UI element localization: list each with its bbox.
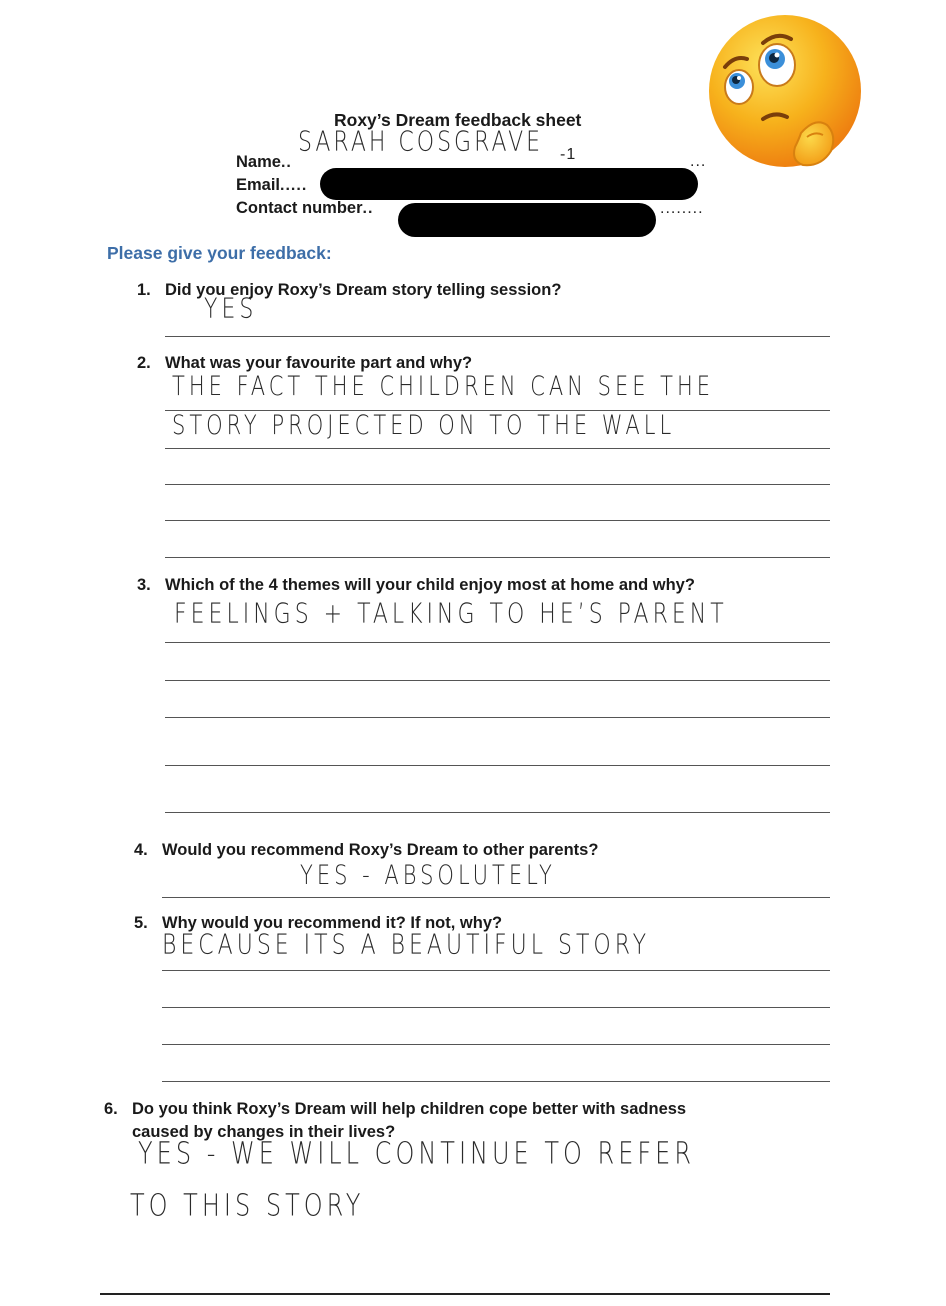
question-text: Which of the 4 themes will your child enjoy most at home and why?	[165, 576, 695, 594]
answer-line	[100, 1293, 830, 1295]
answer-line	[162, 1081, 830, 1082]
answer-text: THE FACT THE CHILDREN CAN SEE THE	[172, 371, 715, 401]
answer-line	[165, 680, 830, 681]
question-text: Why would you recommend it? If not, why?	[162, 914, 503, 932]
answer-line	[165, 520, 830, 521]
email-label: Email.....	[236, 176, 308, 194]
question-number: 6.	[104, 1100, 118, 1118]
answer-line	[165, 717, 830, 718]
question-text: Did you enjoy Roxy’s Dream story telling session?	[165, 281, 562, 299]
answer-line	[162, 970, 830, 971]
answer-text: STORY PROJECTED ON TO THE WALL	[172, 410, 676, 440]
phone-redaction	[398, 203, 656, 237]
question-text: Do you think Roxy’s Dream will help children cope better with sadness	[132, 1100, 687, 1118]
answer-line	[165, 484, 830, 485]
question-number: 1.	[137, 281, 151, 299]
question-text: What was your favourite part and why?	[165, 354, 473, 372]
page-title: Roxy’s Dream feedback sheet	[334, 110, 582, 130]
answer-text: TO THIS STORY	[130, 1188, 365, 1223]
answer-line	[162, 1044, 830, 1045]
answer-text: FEELINGS + TALKING TO HE’S PARENT	[174, 598, 728, 630]
thinking-face-icon	[703, 15, 863, 175]
answer-line	[165, 336, 830, 337]
email-redaction	[320, 168, 698, 200]
question-text: Would you recommend Roxy’s Dream to other parents?	[162, 841, 599, 859]
question-number: 4.	[134, 841, 148, 859]
answer-text: YES - ABSOLUTELY	[300, 860, 556, 890]
answer-text: YES - WE WILL CONTINUE TO REFER	[138, 1136, 695, 1171]
answer-text: BECAUSE ITS A BEAUTIFUL STORY	[162, 929, 651, 961]
answer-line	[165, 557, 830, 558]
question-text: caused by changes in their lives?	[132, 1123, 396, 1141]
answer-line	[162, 897, 830, 898]
phone-label: Contact number..	[236, 199, 374, 217]
answer-line	[165, 765, 830, 766]
answer-line	[165, 812, 830, 813]
answer-line	[165, 642, 830, 643]
question-number: 2.	[137, 354, 151, 372]
answer-line	[162, 1007, 830, 1008]
answer-line	[165, 448, 830, 449]
feedback-heading: Please give your feedback:	[107, 243, 332, 263]
question-number: 3.	[137, 576, 151, 594]
question-number: 5.	[134, 914, 148, 932]
name-value: SARAH COSGRAVE	[298, 126, 544, 158]
name-label: Name..	[236, 153, 292, 171]
answer-text: YES	[204, 293, 258, 325]
